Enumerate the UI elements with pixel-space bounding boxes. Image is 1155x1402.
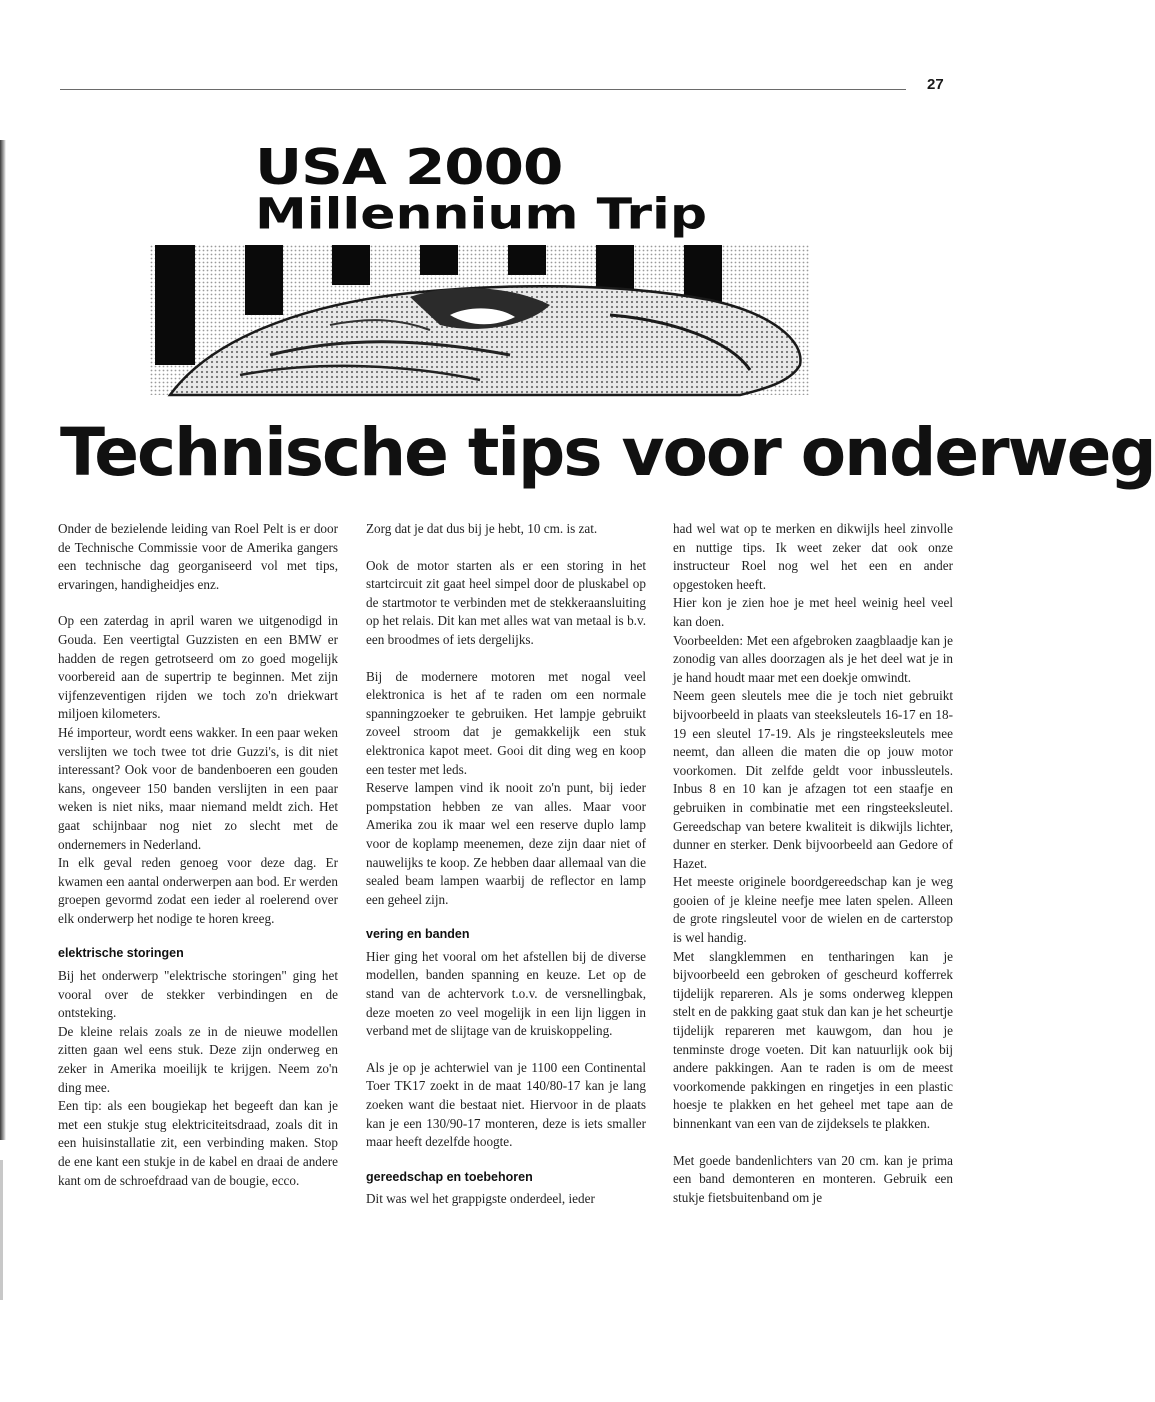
body-paragraph: Dit was wel het grappigste onderdeel, ieder [366, 1191, 595, 1207]
body-paragraph: Bij het onderwerp "elektrische storingen" ging het vooral over de stekker verbindingen en de ontsteking. [58, 968, 338, 1021]
body-paragraph: Een tip: als een bougiekap het begeeft dan kan je met een stukje stug elektriciteitsdraad, zoals dit in een huisinstallatie zit, een verbinding maken. Stop de ene kant een stukje in de kabel en draai de andere kant om de schroefdraad van de bougie, ecco. [58, 1098, 338, 1188]
body-paragraph: had wel wat op te merken en dikwijls heel zinvolle en nuttige tips. Ik weet zeker dat ook onze instructeur Roel nog wel het een en ander opgestoken heeft. [673, 521, 953, 592]
scan-edge-shadow-lower [0, 1160, 3, 1300]
banner-title-line1: USA 2000 [255, 138, 563, 196]
body-paragraph: Het meeste originele boordgereedschap kan je weg gooien of je kleine neefje mee laten spelen. Alleen de grote ringsleutel voor de wielen en de carterstop is wel handig. [673, 874, 953, 946]
section-heading: vering en banden [366, 927, 470, 942]
banner-title-line2: Millennium Trip [255, 190, 708, 240]
body-paragraph: In elk geval reden genoeg voor deze dag. Er kwamen een aantal onderwerpen aan bod. Er werden groepen gevormd zodat een ieder al roelerend over elk onderwerp het nodige te horen kreeg. [58, 855, 338, 926]
body-paragraph: Als je op je achterwiel van je 1100 een Continental Toer TK17 zoekt in de maat 140/80-17 kan je lang zoeken want die bestaat niet. Hiervoor in de plaats kan je een 130/90-17 monteren, deze is iets smaller maar heeft dezelfde hoogte. [366, 1059, 646, 1150]
body-paragraph: Ook de motor starten als er een storing in het startcircuit zit gaat heel simpel door de pluskabel op de startmotor te verbinden met de stekkeraansluiting op het relais. Dit kan met alles wat van metaal is b.v. een broodmes of iets dergelijks. [366, 557, 646, 647]
body-paragraph: Reserve lampen vind ik nooit zo'n punt, bij ieder pompstation hebben ze van alles. Maar voor Amerika zou ik maar wel een reserve duplo lamp voor de koplamp meenemen, deze zijn daar niet of nauwelijks te koop. Ze hebben daar allemaal van die sealed beam lampen waarbij de reflector en lamp een geheel zijn. [366, 780, 646, 907]
text-column-1 [58, 520, 338, 1190]
body-paragraph: Met slangklemmen en tentharingen kan je bijvoorbeeld een gebroken of gescheurd kofferrek tijdelijk repareren. Als je soms onderweg kleppen stelt en de pakking gaat stuk dan kan je het scheurtje tijdelijk repareren met kauwgom, dan hou je tenminste droge voeten. Dit kan natuurlijk ook bij andere pakkingen. Aan te raden is om de meest voorkomende pakkingen en ringetjes in een plastic hoesje te plakken en het geheel met tape aan de binnenkant van een van de zijdeksels te plakken. [673, 948, 953, 1131]
body-paragraph: Hier kon je zien hoe je met heel weinig heel veel kan doen. [673, 595, 953, 629]
body-paragraph: Hier ging het vooral om het afstellen bij de diverse modellen, banden spanning en keuze. Let op de stand van de achtervork t.o.v. de versnellingbak, deze moeten zo veel mogelijk in een lijn liggen in verband met de slijtage van de kruiskoppeling. [366, 948, 646, 1039]
header-rule [60, 89, 906, 90]
body-paragraph: Zorg dat je dat dus bij je hebt, 10 cm. is zat. [366, 521, 598, 536]
section-heading: gereedschap en toebehoren [366, 1169, 533, 1184]
eagle-head-with-stripes-illustration [150, 245, 810, 395]
body-paragraph: De kleine relais zoals ze in de nieuwe modellen zitten gaan wel eens stuk. Deze zijn onderweg en zeker in Amerika moeilijk te krijgen. Neem zo'n ding mee. [58, 1023, 338, 1095]
page-number: 27 [927, 76, 944, 93]
body-paragraph: Voorbeelden: Met een afgebroken zaagblaadje kan je zonodig van alles doorzagen als je het deel wat je in je hand houdt maar met een doekje omwindt. [673, 632, 953, 685]
body-paragraph: Bij de modernere motoren met nogal veel elektronica is het af te raden om een normale spanningzoeker te gebruiken. Het lampje gebruikt zoveel stroom dat je gemakkelijk een stuk elektronica kapot meet. Gooi dit ding weg en koop een tester met leds. [366, 668, 646, 777]
text-column-3 [673, 520, 953, 1207]
body-paragraph: Met goede bandenlichters van 20 cm. kan je prima een band demonteren en monteren. Gebruik een stukje fietsbuitenband om je [673, 1152, 953, 1205]
scan-edge-shadow [0, 140, 6, 1140]
article-title: Technische tips voor onderweg [60, 414, 1155, 491]
body-paragraph: Op een zaterdag in april waren we uitgenodigd in Gouda. Een veertigtal Guzzisten en een BMW er hadden de regen getrotseerd om zo goed mogelijk voorbereid aan de supertrip te beginnen. Met zijn vijfenzeventigen rijden we toch zo'n driekwart miljoen kilometers. [58, 613, 338, 722]
section-heading: elektrische storingen [58, 946, 184, 961]
body-paragraph: Onder de bezielende leiding van Roel Pelt is er door de Technische Commissie voor de Amerika gangers een technische dag georganiseerd vol met tips, ervaringen, handigheidjes enz. [58, 521, 338, 592]
body-paragraph: Neem geen sleutels mee die je toch niet gebruikt bijvoorbeeld in plaats van steeksleutels 16-17 en 18-19 een sleutel 17-19. Als je ringsteeksleutels mee neemt, dan alleen die maten die op jouw motor voorkomen. Dit zelfde geldt voor inbussleutels. Inbus 8 en 10 kan je afzagen tot een staafje en gebruiken in combinatie met een ringsteeksleutel. Gereedschap van betere kwaliteit is dikwijls lichter, dunner en sterker. Denk bijvoorbeeld aan Gedore of Hazet. [673, 688, 953, 871]
body-paragraph: Hé importeur, wordt eens wakker. In een paar weken verslijten we toch twee tot drie Guzzi's, is dit niet interessant? Ook voor de bandenboeren een gouden kans, ongeveer 150 banden verslijten in een paar weken is niet niks, maar niemand meldt zich. Het gaat schijnbaar nog niet zo slecht met de ondernemers in Nederland. [58, 724, 338, 852]
text-column-2 [366, 520, 646, 1209]
